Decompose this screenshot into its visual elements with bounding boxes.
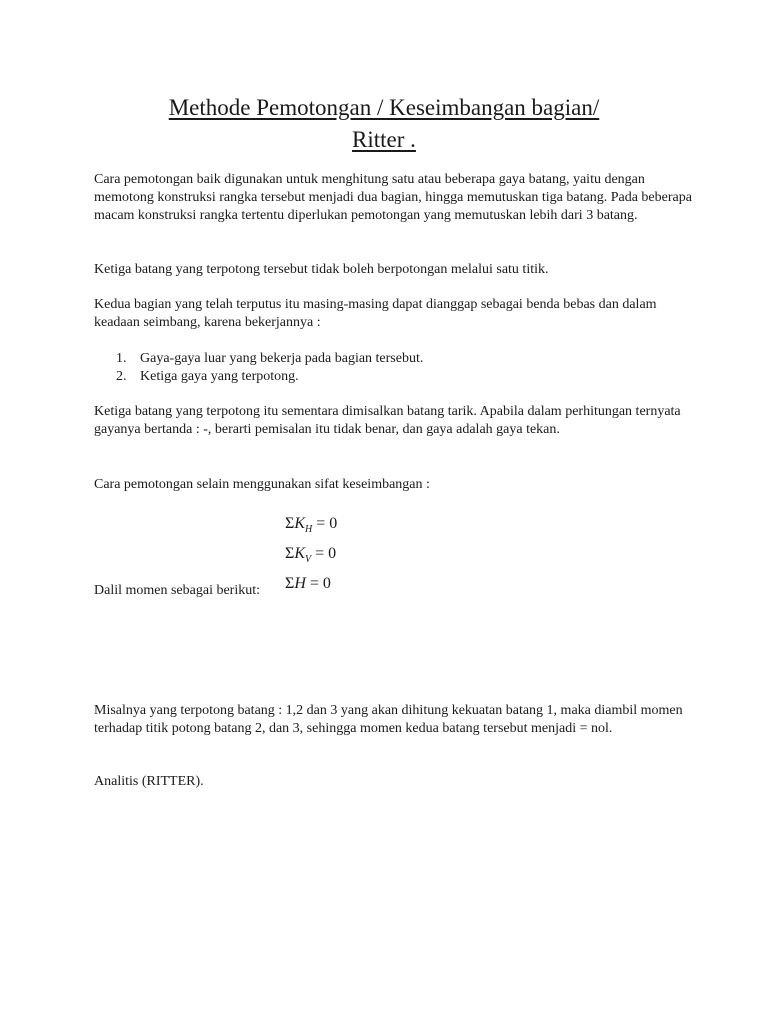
paragraph-moment-theorem: Dalil momen sebagai berikut:	[94, 583, 261, 598]
sigma-symbol: Σ	[285, 515, 295, 532]
paragraph-tension-assumption: Ketiga batang yang terpotong itu sementara dimisalkan batang tarik. Apabila dalam perhitungan ternyata gayanya bertanda : -, berarti pemisalan itu tidak benar, dan gaya adalah gaya tekan.	[94, 404, 681, 437]
list-text: Gaya-gaya luar yang bekerja pada bagian tersebut.	[140, 351, 424, 366]
formula-rhs: = 0	[305, 575, 331, 593]
formula-variable: K	[294, 515, 305, 532]
formula-variable: H	[294, 575, 306, 593]
list-text: Ketiga gaya yang terpotong.	[140, 369, 299, 384]
title-line-2: Ritter .	[352, 127, 416, 152]
list-number: 1.	[116, 351, 127, 366]
sigma-symbol: Σ	[285, 545, 295, 563]
formula-variable: K	[294, 545, 305, 563]
forces-list	[94, 350, 423, 386]
list-number: 2.	[116, 369, 127, 384]
formula-rhs: = 0	[311, 545, 337, 563]
paragraph-example: Misalnya yang terpotong batang : 1,2 dan 3 yang akan dihitung kekuatan batang 1, maka diambil momen terhadap titik potong batang 2, dan 3, sehingga momen kedua batang tersebut menjadi = nol.	[94, 703, 683, 736]
paragraph-intro: Cara pemotongan baik digunakan untuk menghitung satu atau beberapa gaya batang, yaitu dengan memotong konstruksi rangka tersebut menjadi dua bagian, hingga memutuskan tiga batang. Pada beberapa macam konstruksi rangka tertentu diperlukan pemotongan yang memutuskan lebih dari 3 batang.	[94, 172, 692, 223]
formula-sum-kv	[285, 542, 337, 572]
list-item	[94, 368, 423, 386]
formula-subscript: H	[304, 524, 313, 536]
paragraph-analytic-heading: Analitis (RITTER).	[94, 774, 204, 789]
formula-rhs: = 0	[312, 515, 338, 532]
formula-sum-kh	[285, 512, 337, 542]
paragraph-free-body: Kedua bagian yang telah terputus itu masing-masing dapat dianggap sebagai benda bebas dan dalam keadaan seimbang, karena bekerjannya :	[94, 297, 657, 330]
sigma-symbol: Σ	[285, 575, 295, 593]
list-item	[94, 350, 423, 368]
formula-subscript: V	[304, 554, 312, 566]
title-line-1: Methode Pemotongan / Keseimbangan bagian/	[168, 95, 600, 120]
paragraph-equilibrium-intro: Cara pemotongan selain menggunakan sifat keseimbangan :	[94, 477, 430, 492]
paragraph-intersection-rule: Ketiga batang yang terpotong tersebut tidak boleh berpotongan melalui satu titik.	[94, 262, 549, 277]
